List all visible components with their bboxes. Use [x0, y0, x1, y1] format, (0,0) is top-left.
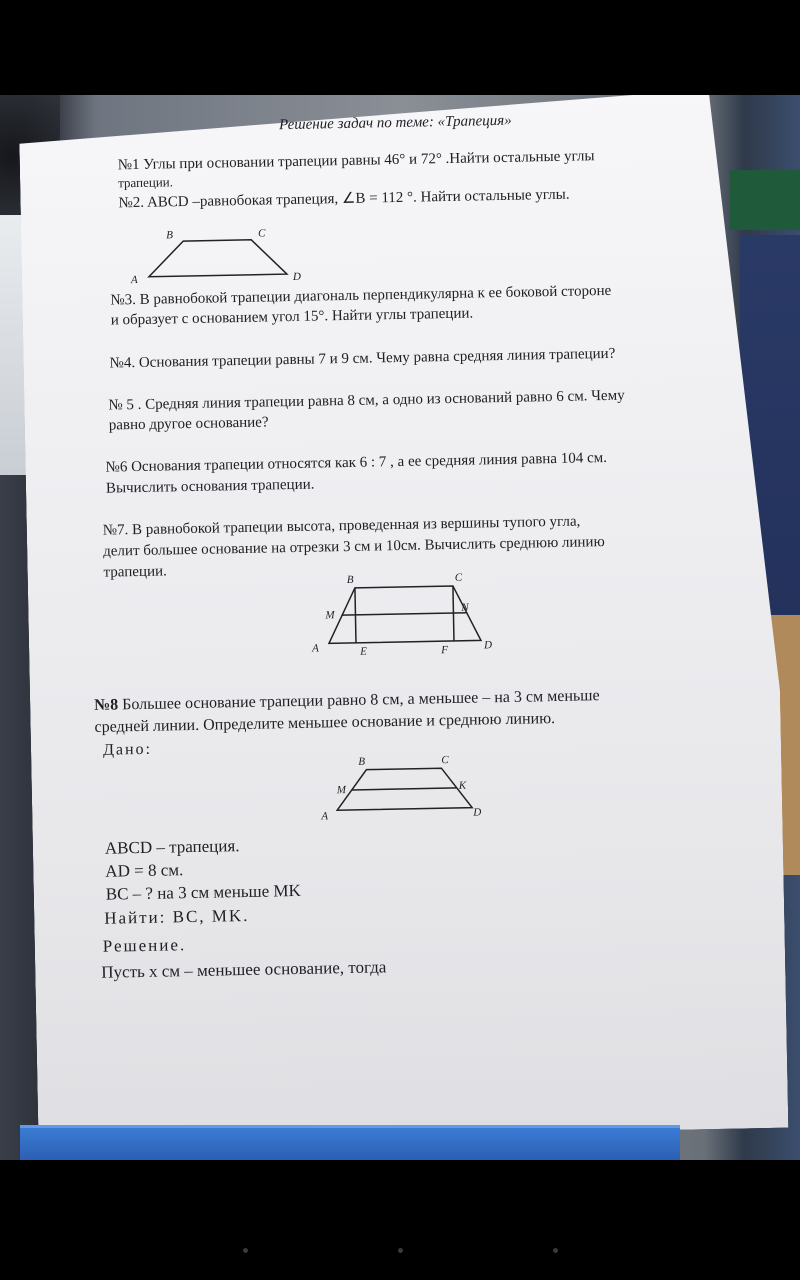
height-cf	[453, 586, 454, 641]
label-c: C	[258, 227, 266, 240]
problem-7-line-3: трапеции.	[103, 563, 167, 581]
problem-7-line-1: №7. В равнобокой трапеции высота, проведенная из вершины тупого угла,	[102, 513, 581, 539]
problem-7-line-2: делит большее основание на отрезки 3 см и 10см. Вычислить среднюю линию	[103, 534, 605, 560]
label-f: F	[441, 644, 448, 657]
height-be	[355, 588, 356, 643]
problem-4-line-1: №4. Основания трапеции равны 7 и 9 см. Чему равна средняя линия трапеции?	[109, 345, 616, 372]
photo	[0, 95, 800, 1160]
problem-3-line-1: №3. В равнобокой трапеции диагональ перпендикулярна к ее боковой стороне	[110, 282, 612, 309]
label-d: D	[483, 639, 493, 652]
label-m: M	[336, 784, 347, 797]
problem-8-line-2: средней линии. Определите меньшее основание и среднюю линию.	[94, 710, 556, 736]
label-e: E	[360, 645, 368, 658]
label-m: M	[325, 609, 335, 622]
problem-6-line-1: №6 Основания трапеции относятся как 6 : 7 , а ее средняя линия равна 104 см.	[105, 449, 608, 476]
problem-6-line-2: Вычислить основания трапеции.	[105, 476, 315, 497]
trapezoid-figure-8	[316, 753, 497, 826]
blue-clipboard-edge	[20, 1125, 680, 1160]
midline-mk	[352, 788, 457, 790]
label-b: B	[358, 755, 366, 768]
nav-dot-center[interactable]	[398, 1248, 403, 1253]
solution-line-1: Пусть x см – меньшее основание, тогда	[101, 957, 387, 982]
problem-8-text: Большее основание трапеции равно 8 см, а меньшее – на 3 см меньше	[118, 687, 600, 714]
problem-2-line-1: №2. ABCD –равнобокая трапеция, ∠B = 112 °. Найти остальные углы.	[118, 186, 570, 212]
label-a: A	[130, 273, 138, 287]
label-k: K	[458, 779, 467, 792]
problem-5-line-2: равно другое основание?	[108, 414, 269, 434]
problem-1-line-1: №1 Углы при основании трапеции равны 46° и 72° .Найти остальные углы	[117, 148, 595, 174]
label-a: A	[311, 642, 319, 655]
worksheet	[0, 95, 800, 1160]
given-1: ABCD – трапеция.	[104, 836, 240, 858]
label-b: B	[346, 573, 354, 586]
trapezoid-figure-7	[303, 570, 515, 664]
page-title: Решение задач по теме: «Трапеция»	[278, 112, 512, 134]
trapezoid-abcd	[148, 239, 287, 277]
problem-3-line-2: и образует с основанием угол 15°. Найти углы трапеции.	[110, 305, 474, 329]
find-label: Найти: BC, MK.	[104, 905, 250, 928]
problem-8-number: №8	[93, 696, 119, 714]
label-b: B	[166, 229, 173, 242]
nav-dot-left[interactable]	[243, 1248, 248, 1253]
label-d: D	[292, 270, 302, 283]
label-c: C	[441, 754, 449, 767]
given-2: AD = 8 см.	[105, 860, 184, 881]
midline-mn	[341, 613, 467, 615]
problem-1-line-2: трапеции.	[117, 174, 174, 191]
label-d: D	[473, 806, 482, 819]
solution-label: Решение.	[102, 935, 187, 956]
label-c: C	[454, 571, 463, 584]
trapezoid-figure-2	[126, 221, 327, 290]
label-n: N	[461, 601, 469, 614]
problem-5-line-1: № 5 . Средняя линия трапеции равна 8 см, а одно из оснований равно 6 см. Чему	[108, 387, 625, 414]
given-3: BC – ? на 3 см меньше MK	[105, 880, 302, 904]
nav-dot-right[interactable]	[553, 1248, 558, 1253]
label-a: A	[321, 810, 329, 823]
given-label: Дано:	[102, 740, 153, 759]
